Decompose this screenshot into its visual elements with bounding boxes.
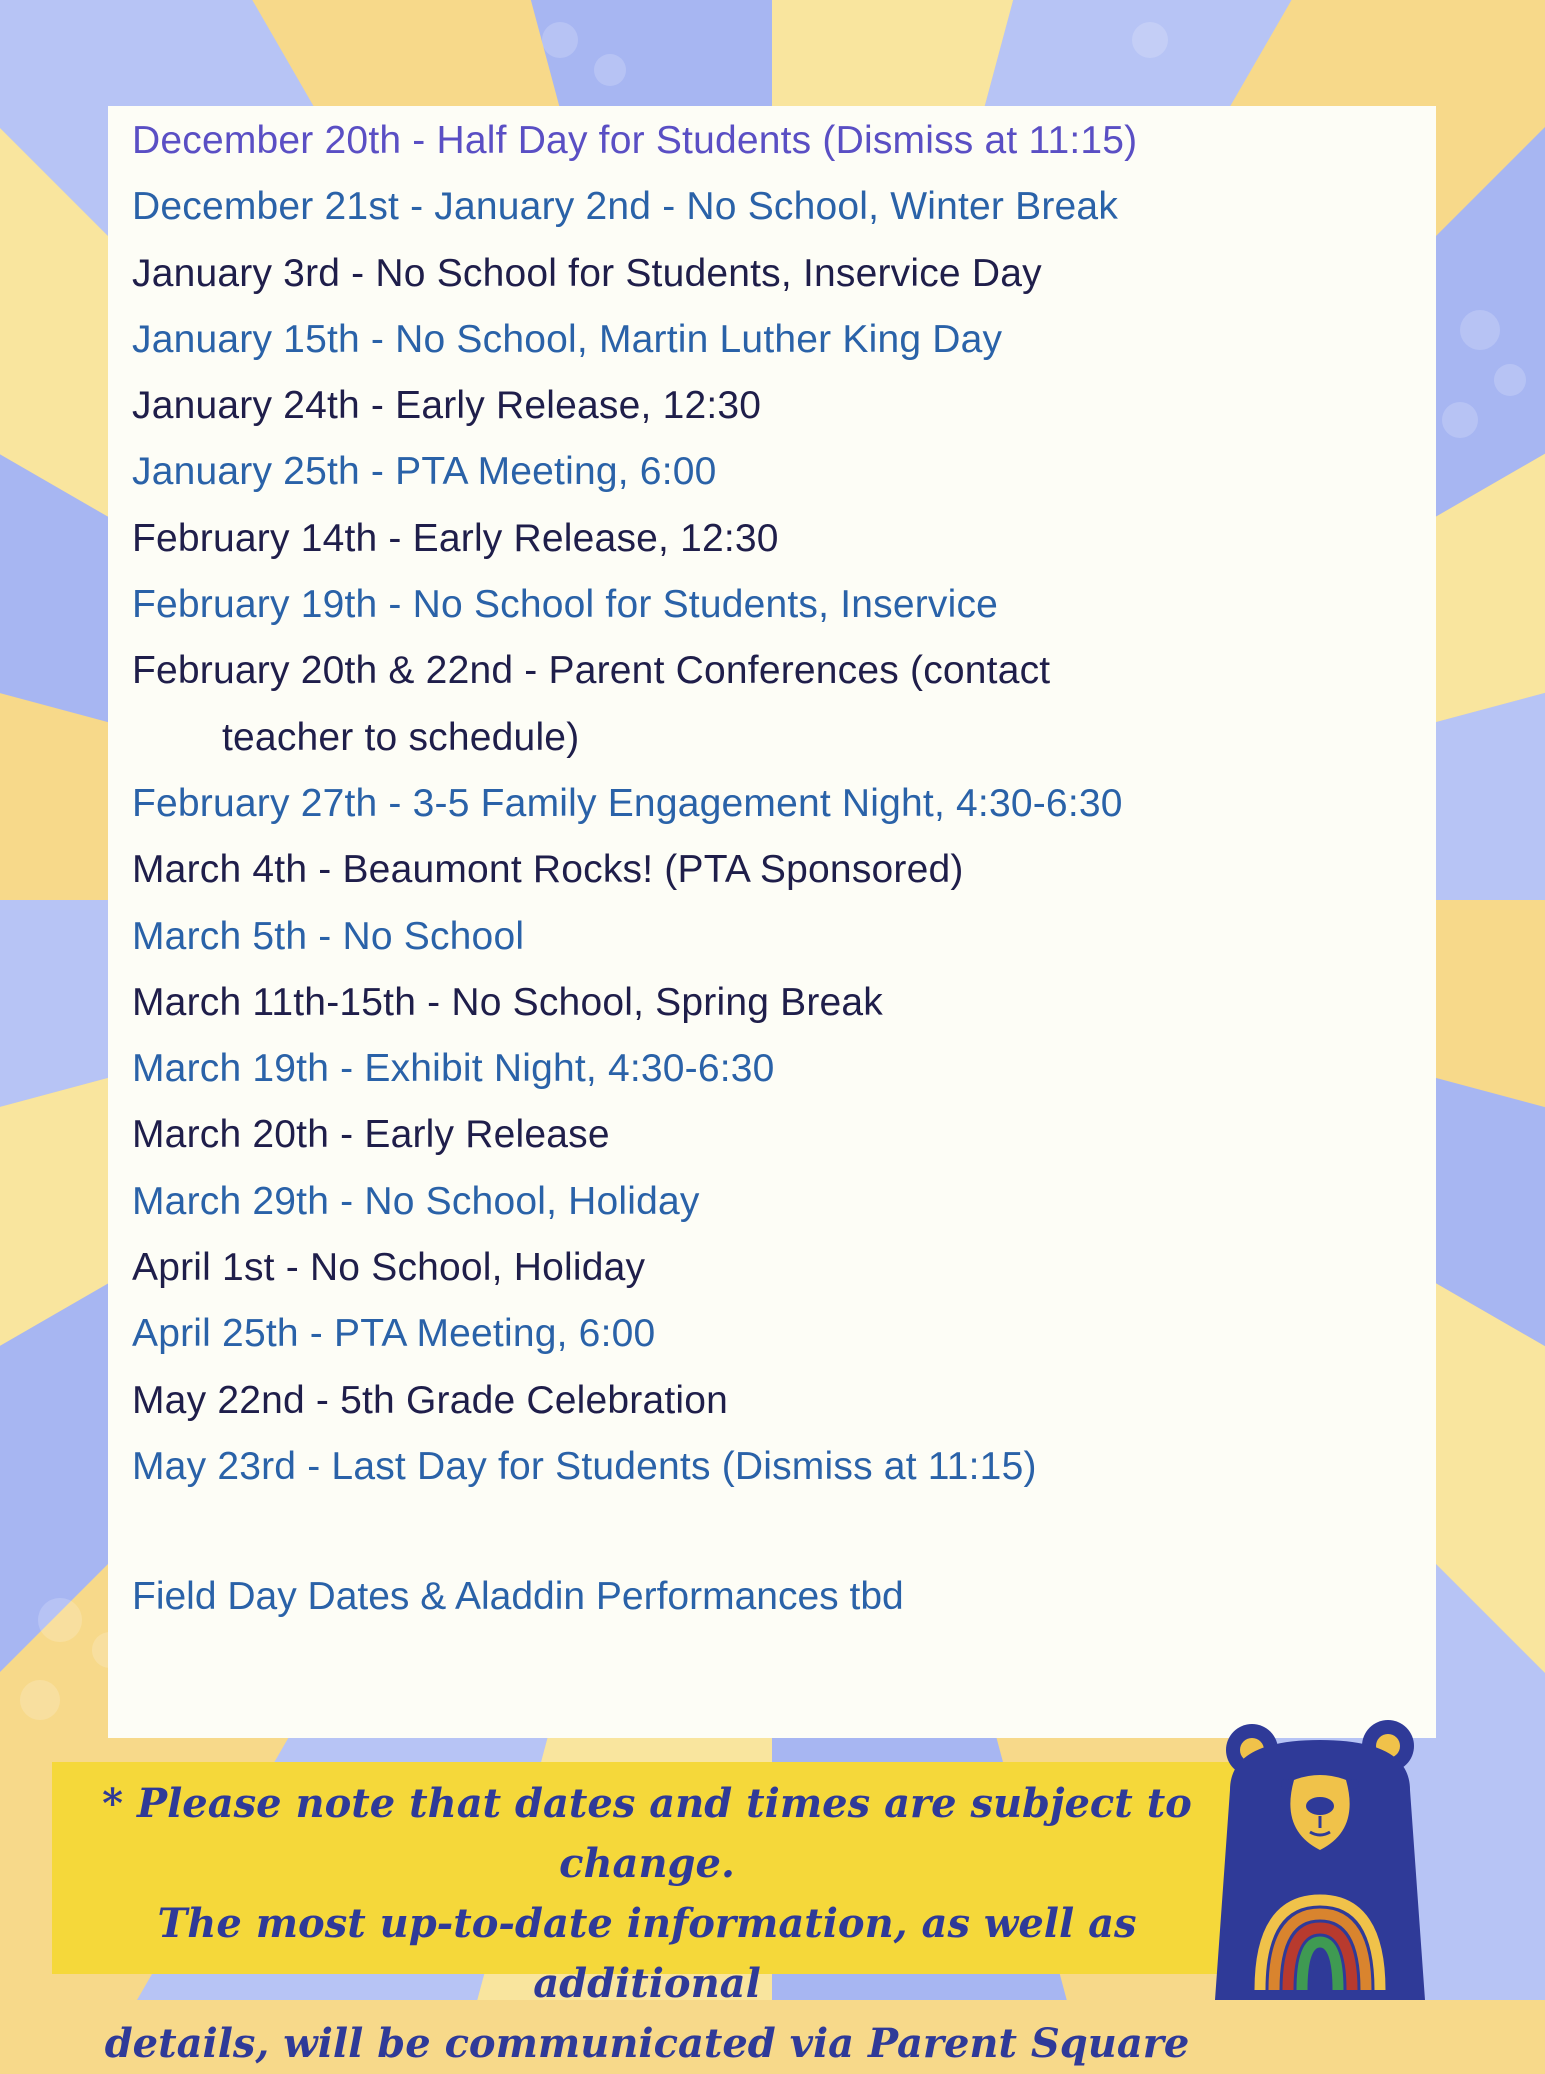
event-item [132,1368,1422,1434]
event-text: February 19th - No School for Students, Inservice [132,583,999,627]
event-text: February 14th - Early Release, 12:30 [132,516,779,560]
event-text: December 20th - Half Day for Students (Dismiss at 11:15) [132,119,1138,162]
event-text: February 27th - 3-5 Family Engagement Night, 4:30-6:30 [132,781,1123,825]
event-text: May 22nd - 5th Grade Celebration [132,1378,729,1422]
disclaimer-text [52,1774,1242,2074]
event-item [132,1434,1422,1500]
event-item [132,837,1422,903]
event-item [132,1036,1422,1102]
event-text: March 19th - Exhibit Night, 4:30-6:30 [132,1047,775,1091]
event-text: March 4th - Beaumont Rocks! (PTA Sponsored) [132,848,964,892]
event-item [132,1301,1422,1367]
event-item [132,174,1422,240]
event-text: May 23rd - Last Day for Students (Dismiss at 11:15) [132,1444,1037,1488]
event-text: March 29th - No School, Holiday [132,1179,700,1223]
event-text: January 25th - PTA Meeting, 6:00 [132,450,717,494]
event-item [132,638,1422,771]
disclaimer-line-1: * Please note that dates and times are subject to change. [102,1780,1192,1887]
event-item [132,108,1422,174]
event-text: February 20th & 22nd - Parent Conferences (contact [132,649,1051,693]
event-item [132,373,1422,439]
event-text: January 15th - No School, Martin Luther King Day [132,317,1003,361]
event-item [132,241,1422,307]
event-text: January 24th - Early Release, 12:30 [132,384,762,428]
event-item [132,771,1422,837]
event-text: April 1st - No School, Holiday [132,1246,646,1290]
event-item [132,1102,1422,1168]
field-day-note: Field Day Dates & Aladdin Performances tbd [132,1575,904,1618]
event-text-continuation: teacher to schedule) [222,715,580,759]
event-item [132,1235,1422,1301]
event-item [132,970,1422,1036]
event-text: March 20th - Early Release [132,1113,610,1157]
event-text: April 25th - PTA Meeting, 6:00 [132,1312,656,1356]
event-text: December 21st - January 2nd - No School, Winter Break [132,185,1119,229]
event-text: March 11th-15th - No School, Spring Break [132,980,884,1024]
event-text: March 5th - No School [132,914,525,958]
event-item [132,572,1422,638]
event-item [132,439,1422,505]
disclaimer-line-3: details, will be communicated via Parent Square [104,2020,1190,2067]
disclaimer-line-2: The most up-to-date information, as well as additional [157,1900,1137,2007]
event-item [132,506,1422,572]
event-item [132,904,1422,970]
event-item [132,1169,1422,1235]
event-item [132,307,1422,373]
event-list [132,108,1422,1500]
event-text: January 3rd - No School for Students, Inservice Day [132,251,1042,295]
bear-illustration [1210,1720,1430,2000]
